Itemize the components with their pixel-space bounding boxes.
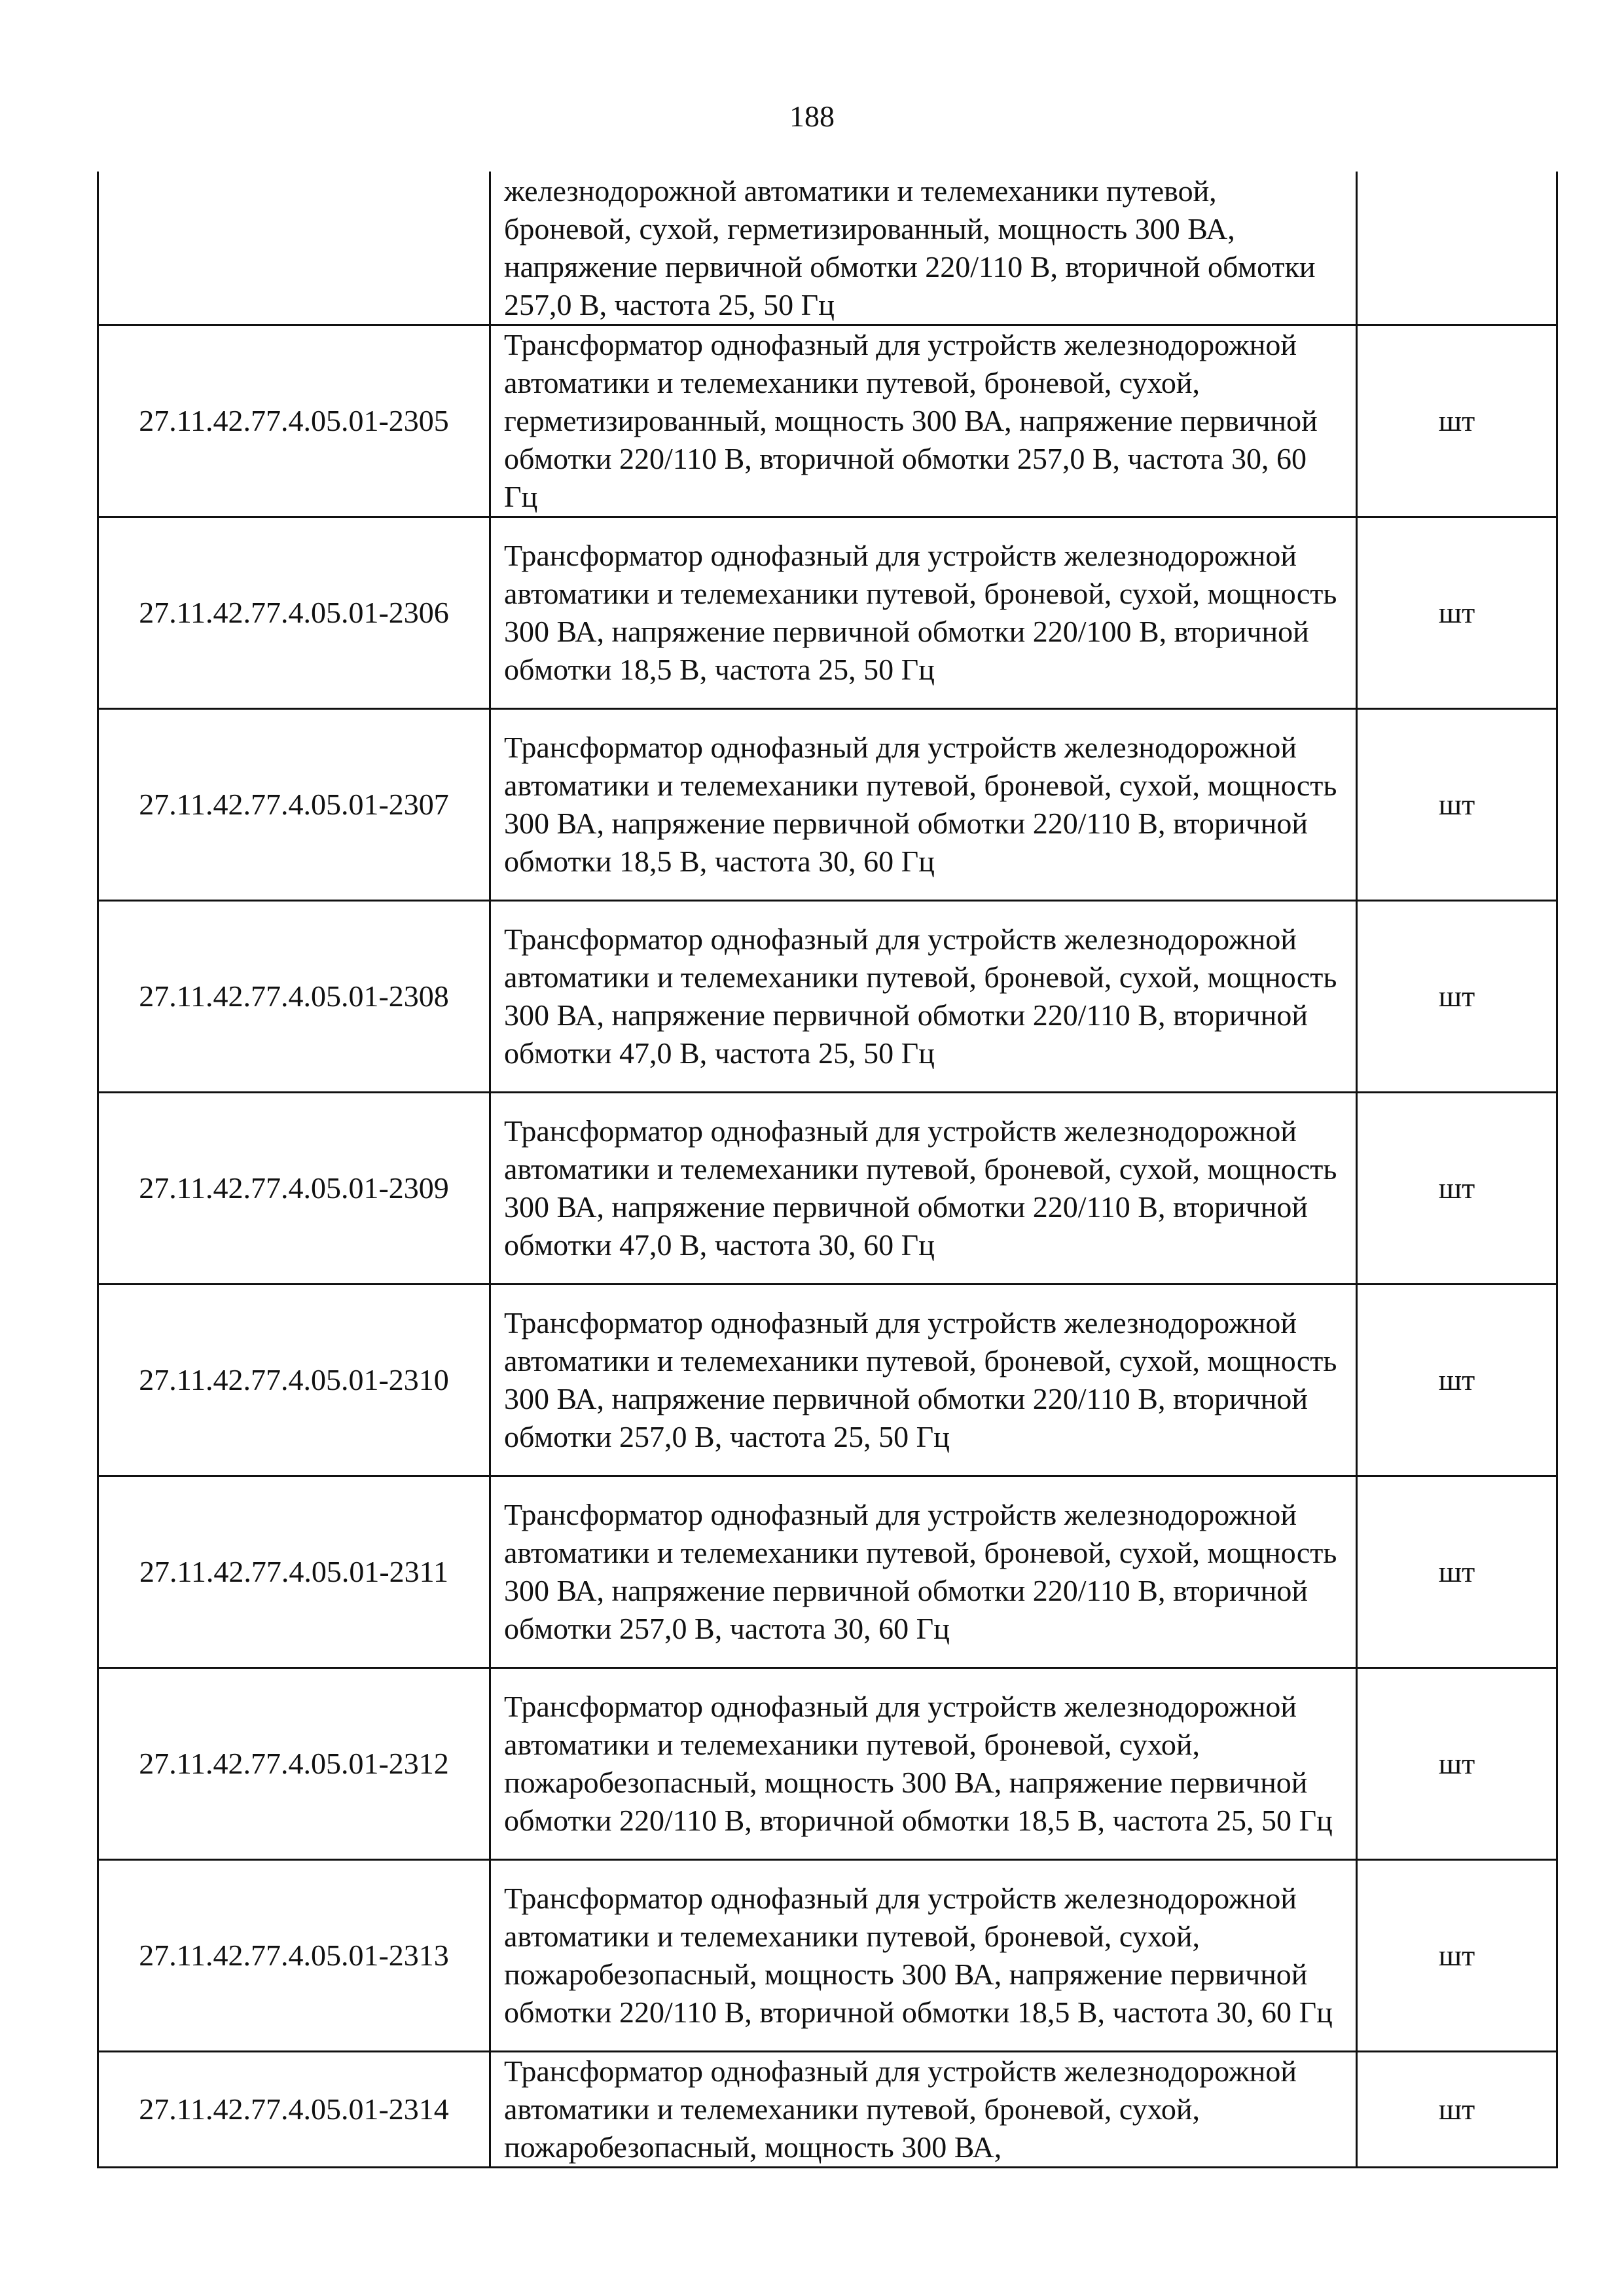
resource-description (490, 1668, 1357, 1860)
unit-of-measure (1357, 172, 1557, 325)
resource-code: 27.11.42.77.4.05.01-2313 (98, 1860, 490, 2052)
resource-description-text: Трансформатор однофазный для устройств железнодорожной автоматики и телемеханики путевой, броневой, сухой, пожаробезопасный, мощность 300 ВА, напряжение первичной обмотки 220/110 В, вторичной обмотки 18,5 В, частота 25, 50 Гц (504, 1690, 1333, 1837)
resource-code: 27.11.42.77.4.05.01-2311 (98, 1476, 490, 1668)
table-row (98, 709, 1557, 901)
unit-of-measure: шт (1357, 1476, 1557, 1668)
table-row (98, 172, 1557, 325)
resource-code: 27.11.42.77.4.05.01-2305 (98, 325, 490, 517)
unit-of-measure: шт (1357, 709, 1557, 901)
resource-description (490, 517, 1357, 709)
unit-of-measure: шт (1357, 1093, 1557, 1285)
resource-code: 27.11.42.77.4.05.01-2314 (98, 2052, 490, 2168)
table-row (98, 1860, 1557, 2052)
resource-description (490, 325, 1357, 517)
resource-description-text: Трансформатор однофазный для устройств железнодорожной автоматики и телемеханики путевой, броневой, сухой, мощность 300 ВА, напряжение первичной обмотки 220/100 В, вторичной обмотки 18,5 В, частота 25, 50 Гц (504, 539, 1337, 686)
unit-of-measure: шт (1357, 1668, 1557, 1860)
materials-table (97, 172, 1558, 2168)
resource-code: 27.11.42.77.4.05.01-2312 (98, 1668, 490, 1860)
unit-of-measure: шт (1357, 901, 1557, 1093)
unit-of-measure: шт (1357, 1860, 1557, 2052)
resource-description-text: Трансформатор однофазный для устройств железнодорожной автоматики и телемеханики путевой, броневой, сухой, мощность 300 ВА, напряжение первичной обмотки 220/110 В, вторичной обмотки 18,5 В, частота 30, 60 Гц (504, 731, 1337, 878)
resource-description (490, 172, 1357, 325)
resource-description-text: Трансформатор однофазный для устройств железнодорожной автоматики и телемеханики путевой, броневой, сухой, пожаробезопасный, мощность 300 ВА, напряжение первичной обмотки 220/110 В, вторичной обмотки 18,5 В, частота 30, 60 Гц (504, 1882, 1333, 2029)
table-row (98, 325, 1557, 517)
table-row (98, 1668, 1557, 1860)
table-row (98, 1093, 1557, 1285)
resource-description-text: Трансформатор однофазный для устройств железнодорожной автоматики и телемеханики путевой, броневой, сухой, мощность 300 ВА, напряжение первичной обмотки 220/110 В, вторичной обмотки 257,0 В, частота 30, 60 Гц (504, 1498, 1337, 1645)
resource-description (490, 1093, 1357, 1285)
table-row (98, 2052, 1557, 2168)
resource-code (98, 172, 490, 325)
resource-description (490, 1476, 1357, 1668)
resource-code: 27.11.42.77.4.05.01-2306 (98, 517, 490, 709)
resource-code: 27.11.42.77.4.05.01-2310 (98, 1285, 490, 1476)
unit-of-measure: шт (1357, 325, 1557, 517)
unit-of-measure: шт (1357, 2052, 1557, 2168)
resource-description-text: Трансформатор однофазный для устройств железнодорожной автоматики и телемеханики путевой, броневой, сухой, мощность 300 ВА, напряжение первичной обмотки 220/110 В, вторичной обмотки 47,0 В, частота 25, 50 Гц (504, 922, 1337, 1070)
resource-description (490, 901, 1357, 1093)
unit-of-measure: шт (1357, 517, 1557, 709)
table-row (98, 1285, 1557, 1476)
resource-description (490, 1285, 1357, 1476)
table-row (98, 1476, 1557, 1668)
resource-description-text: Трансформатор однофазный для устройств железнодорожной автоматики и телемеханики путевой, броневой, сухой, мощность 300 ВА, напряжение первичной обмотки 220/110 В, вторичной обмотки 47,0 В, частота 30, 60 Гц (504, 1114, 1337, 1262)
resource-description-text: железнодорожной автоматики и телемеханики путевой, броневой, сухой, герметизированный, мощность 300 ВА, напряжение первичной обмотки 220/110 В, вторичной обмотки 257,0 В, частота 25, 50 Гц (504, 173, 1316, 321)
resource-description-text: Трансформатор однофазный для устройств железнодорожной автоматики и телемеханики путевой, броневой, сухой, пожаробезопасный, мощность 300 ВА, (504, 2054, 1297, 2164)
resource-code: 27.11.42.77.4.05.01-2308 (98, 901, 490, 1093)
resource-description (490, 2052, 1357, 2168)
page-number: 188 (789, 100, 835, 133)
table-row (98, 901, 1557, 1093)
unit-of-measure: шт (1357, 1285, 1557, 1476)
resource-code: 27.11.42.77.4.05.01-2307 (98, 709, 490, 901)
resource-description-text: Трансформатор однофазный для устройств железнодорожной автоматики и телемеханики путевой, броневой, сухой, герметизированный, мощность 300 ВА, напряжение первичной обмотки 220/110 В, вторичной обмотки 257,0 В, частота 30, 60 Гц (504, 328, 1318, 513)
resource-description-text: Трансформатор однофазный для устройств железнодорожной автоматики и телемеханики путевой, броневой, сухой, мощность 300 ВА, напряжение первичной обмотки 220/110 В, вторичной обмотки 257,0 В, частота 25, 50 Гц (504, 1306, 1337, 1453)
resource-description (490, 709, 1357, 901)
resource-code: 27.11.42.77.4.05.01-2309 (98, 1093, 490, 1285)
table-row (98, 517, 1557, 709)
resource-description (490, 1860, 1357, 2052)
